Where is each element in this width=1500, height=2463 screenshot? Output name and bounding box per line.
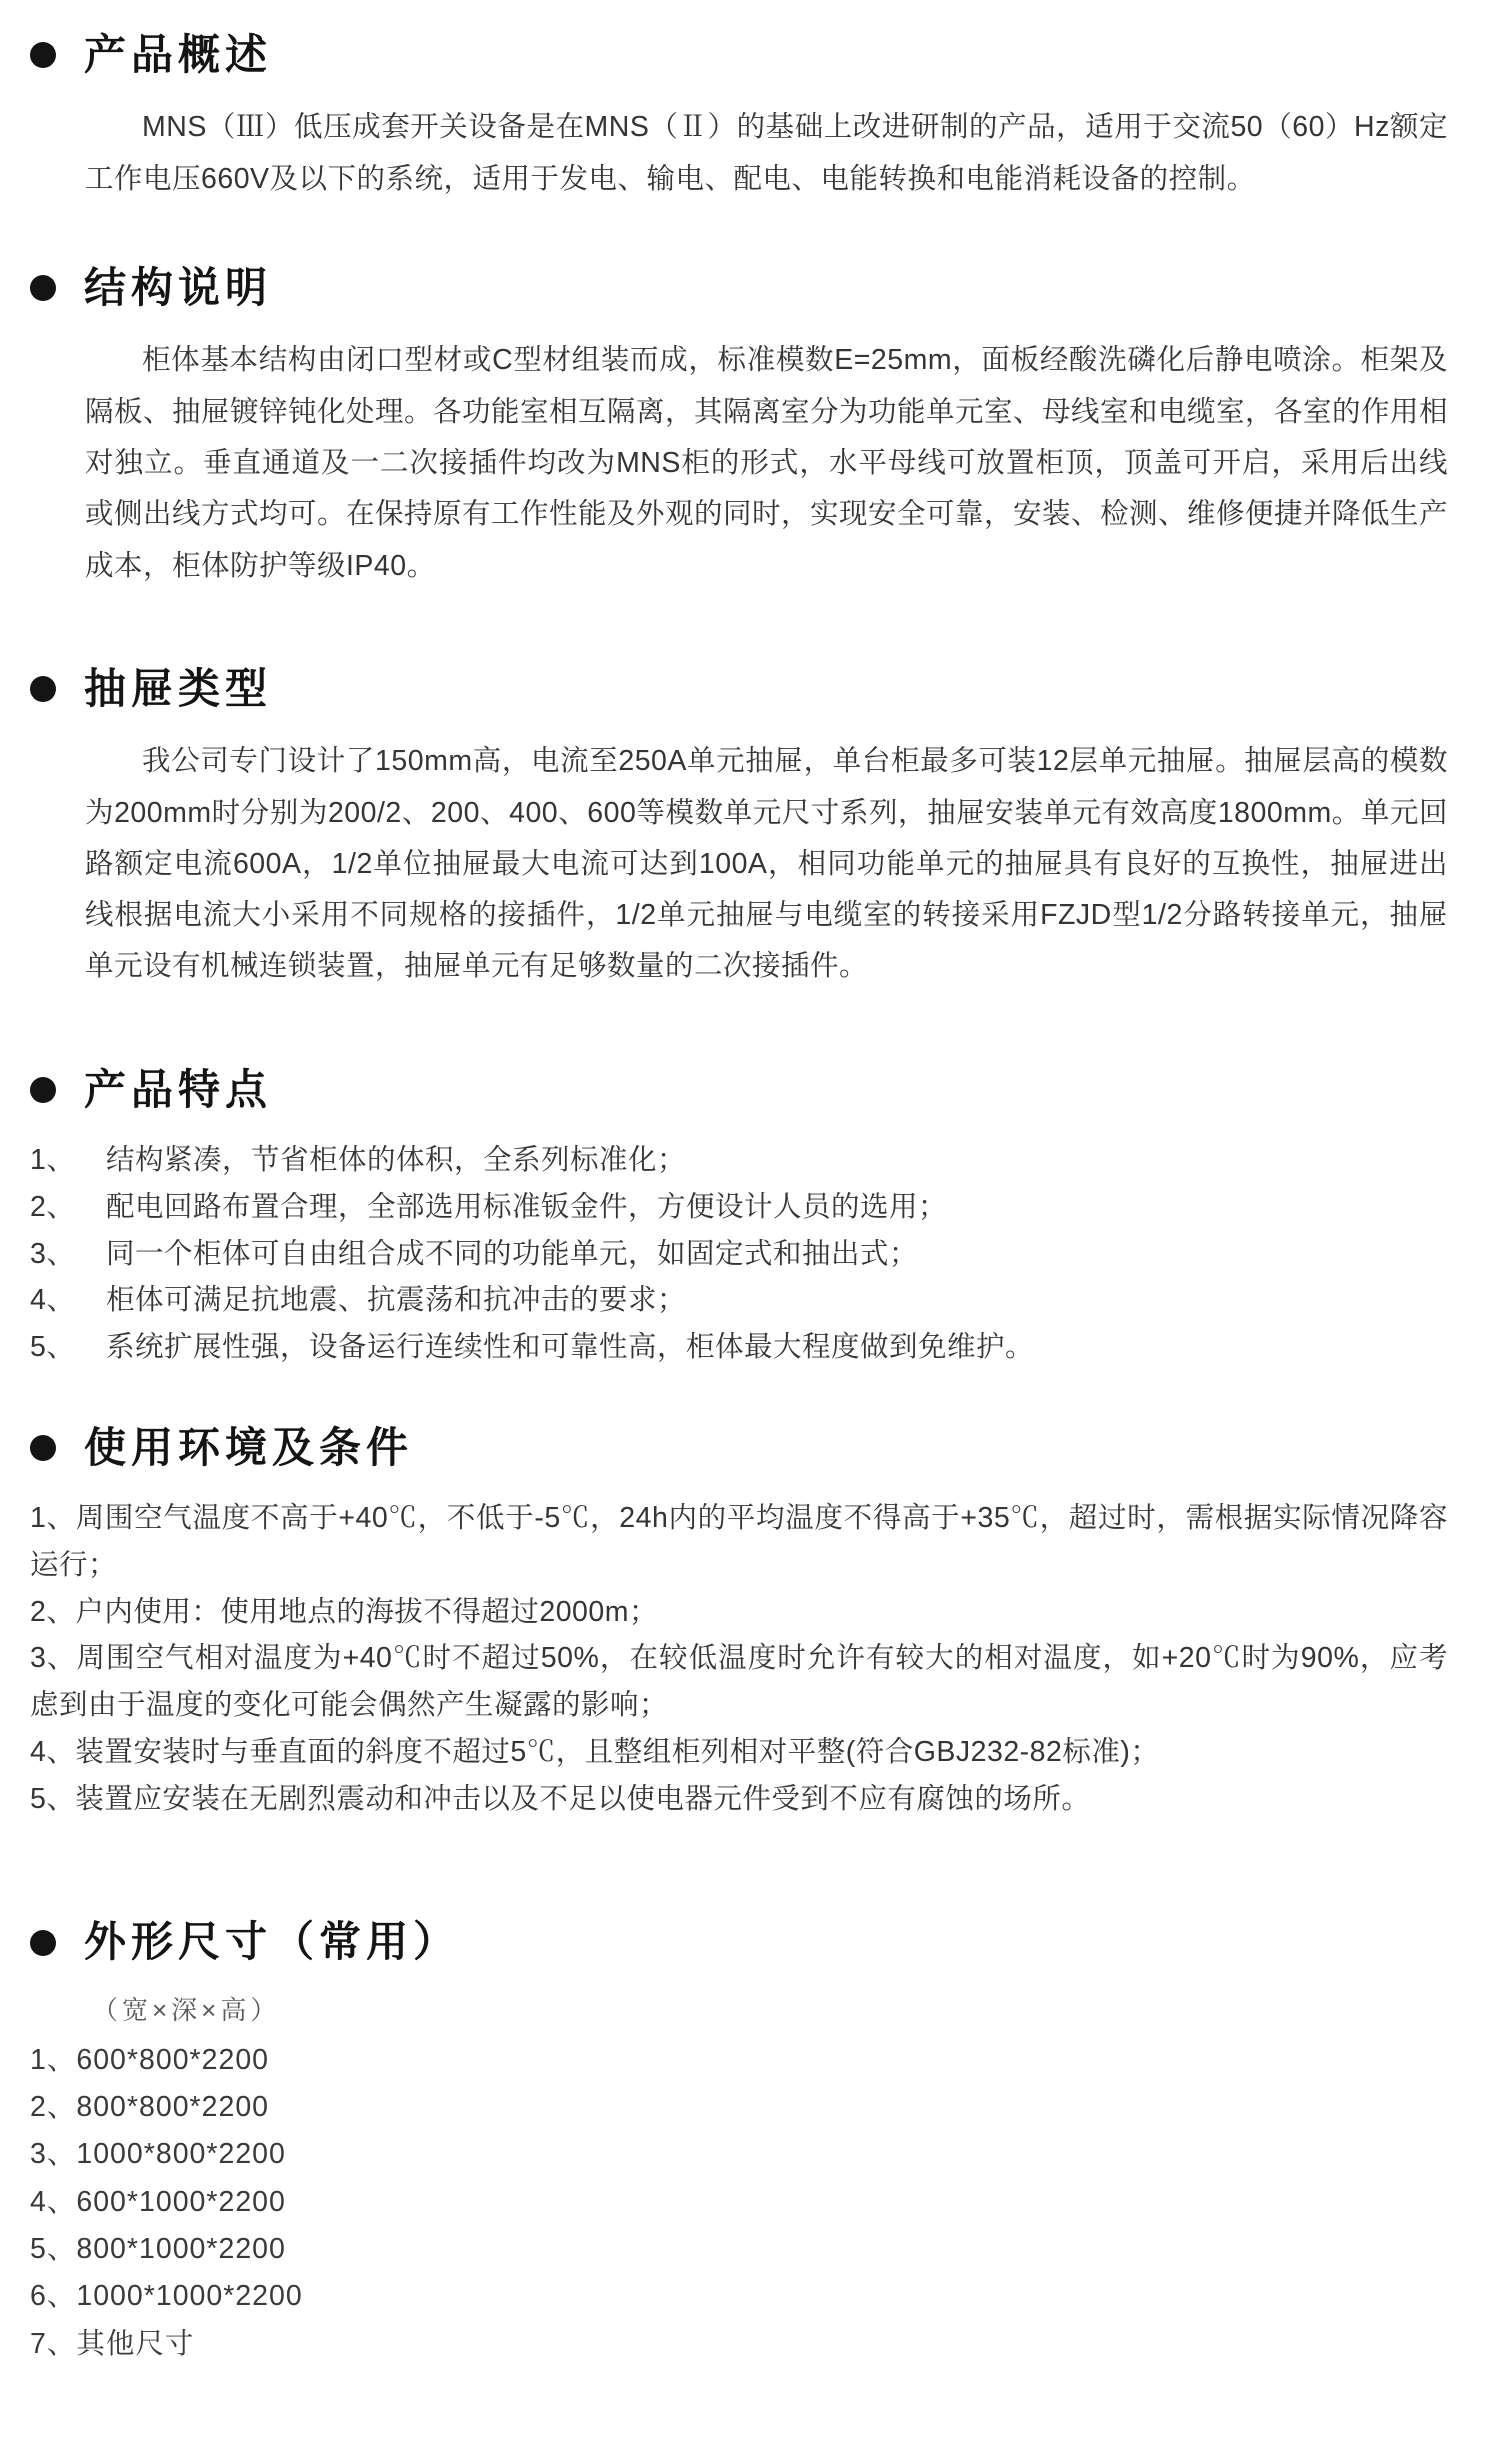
bullet-icon [30,676,56,702]
bullet-icon [30,1930,56,1956]
list-item-text: 同一个柜体可自由组合成不同的功能单元，如固定式和抽出式； [106,1237,919,1270]
list-item-text: 结构紧凑，节省柜体的体积，全系列标准化； [106,1144,687,1177]
list-item [30,1324,1448,1371]
list-item: 4、600*1000*2200 [30,2185,286,2218]
list-item-number: 1、 [30,1144,76,1177]
list-item: 2、户内使用：使用地点的海拔不得超过2000m； [30,1595,658,1628]
section-heading-drawer-types [30,664,1448,714]
list-item-number: 3、 [30,1237,76,1270]
section-heading-label: 外形尺寸（常用） [84,1918,461,1966]
bullet-icon [30,275,56,301]
list-item: 1、600*800*2200 [30,2043,270,2076]
section-drawer-types [30,664,1448,993]
list-item-number: 5、 [30,1331,76,1364]
section-heading-label: 抽屉类型 [84,664,273,712]
section-external-dimensions [30,1917,1448,2367]
section-heading-label: 结构说明 [84,263,273,311]
list-item-text: 系统扩展性强，设备运行连续性和可靠性高，柜体最大程度做到免维护。 [106,1331,1035,1364]
list-item [30,1184,1448,1231]
list-item-number: 2、 [30,1190,76,1223]
section-heading-external-dimensions [30,1917,1448,1967]
bullet-icon [30,1435,56,1461]
section-heading-label: 产品概述 [84,31,273,78]
features-list [30,1137,1448,1371]
list-item: 1、周围空气温度不高于+40℃，不低于-5℃，24h内的平均温度不得高于+35℃，超过时，需根据实际情况降容运行； [30,1502,1448,1581]
list-item [30,1277,1448,1324]
list-item: 3、周围空气相对温度为+40℃时不超过50%，在较低温度时允许有较大的相对温度，如+20℃时为90%，应考虑到由于温度的变化可能会偶然产生凝露的影响； [30,1642,1448,1722]
section-structure-description [30,263,1448,592]
section-heading-product-overview [30,30,1448,80]
section-paragraph: MNS（Ⅲ）低压成套开关设备是在MNS（Ⅱ）的基础上改进研制的产品，适用于交流50（60）Hz额定工作电压660V及以下的系统，适用于发电、输电、配电、电能转换和电能消耗设备的控制。 [85,111,1448,195]
list-item-text: 配电回路布置合理，全部选用标准钣金件，方便设计人员的选用； [106,1190,948,1223]
list-item: 7、其他尺寸 [30,2327,195,2360]
section-product-overview [30,30,1448,205]
list-item: 5、装置应安装在无剧烈震动和冲击以及不足以使电器元件受到不应有腐蚀的场所。 [30,1782,1091,1815]
list-item-number: 4、 [30,1284,76,1317]
list-item [30,1231,1448,1278]
bullet-icon [30,42,56,68]
dimensions-subtitle: （宽×深×高） [92,1994,281,2025]
section-heading-usage-environment [30,1423,1448,1473]
list-item: 6、1000*1000*2200 [30,2280,303,2313]
section-heading-label: 使用环境及条件 [84,1423,414,1471]
dimensions-list [30,2037,1448,2368]
section-paragraph: 柜体基本结构由闭口型材或C型材组装而成，标准模数E=25mm，面板经酸洗磷化后静电喷涂。柜架及隔板、抽屉镀锌钝化处理。各功能室相互隔离，其隔离室分为功能单元室、母线室和电缆室，各室的作用相对独立。垂直通道及一二次接插件均改为MNS柜的形式，水平母线可放置柜顶，顶盖可开启，采用后出线或侧出线方式均可。在保持原有工作性能及外观的同时，实现安全可靠，安装、检测、维修便捷并降低生产成本，柜体防护等级IP40。 [85,344,1449,582]
bullet-icon [30,1077,56,1103]
list-item: 4、装置安装时与垂直面的斜度不超过5℃，且整组柜列相对平整(符合GBJ232-82标准)； [30,1735,1160,1768]
environment-conditions-list [30,1495,1448,1822]
list-item [30,1137,1448,1184]
section-heading-structure-description [30,263,1448,313]
list-item: 5、800*1000*2200 [30,2232,286,2265]
list-item-text: 柜体可满足抗地震、抗震荡和抗冲击的要求； [106,1284,687,1317]
section-heading-product-features [30,1065,1448,1115]
section-usage-environment [30,1423,1448,1823]
section-paragraph: 我公司专门设计了150mm高，电流至250A单元抽屉，单台柜最多可装12层单元抽屉。抽屉层高的模数为200mm时分别为200/2、200、400、600等模数单元尺寸系列，抽屉安装单元有效高度1800mm。单元回路额定电流600A，1/2单位抽屉最大电流可达到100A，相同功能单元的抽屉具有良好的互换性，抽屉进出线根据电流大小采用不同规格的接插件，1/2单元抽屉与电缆室的转接采用FZJD型1/2分路转接单元，抽屉单元设有机械连锁装置，抽屉单元有足够数量的二次接插件。 [85,745,1448,983]
section-heading-label: 产品特点 [84,1065,273,1113]
list-item: 3、1000*800*2200 [30,2138,286,2171]
section-product-features [30,1065,1448,1371]
list-item: 2、800*800*2200 [30,2091,270,2124]
